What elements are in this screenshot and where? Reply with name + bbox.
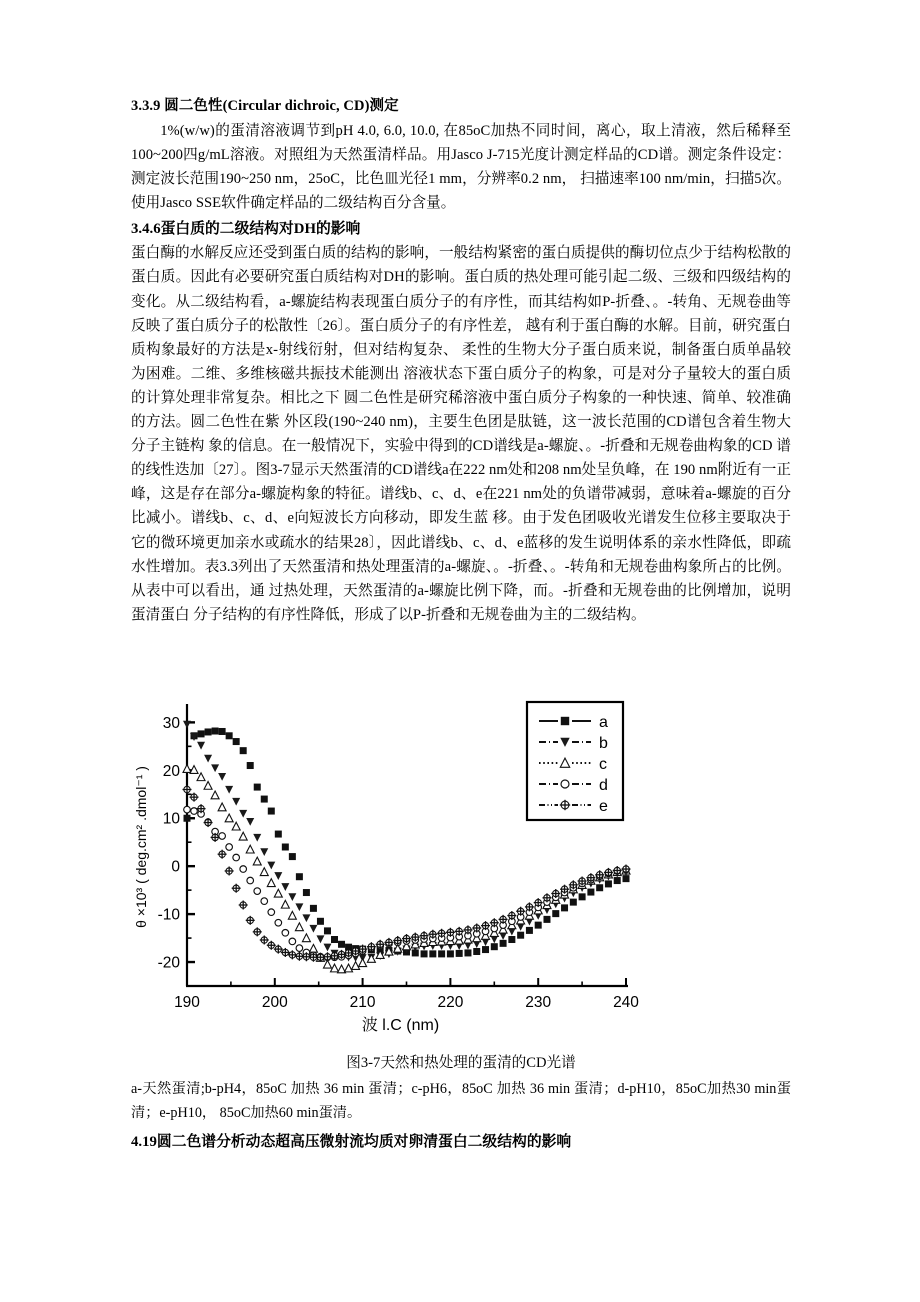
data-point-marker [233, 738, 240, 745]
data-point-marker [295, 923, 303, 931]
data-point-marker [254, 784, 261, 791]
data-point-marker [359, 959, 367, 967]
y-tick-label: -20 [157, 954, 180, 972]
data-point-marker [225, 814, 233, 822]
data-point-marker [561, 780, 569, 788]
data-point-marker [288, 893, 296, 901]
data-point-marker [464, 949, 471, 956]
data-point-marker [296, 945, 303, 952]
y-tick-label: 0 [171, 858, 180, 876]
data-point-marker [267, 862, 275, 870]
data-point-marker [261, 898, 268, 905]
data-point-marker [302, 914, 310, 922]
legend-label-a: a [599, 714, 608, 731]
data-point-marker [352, 962, 360, 970]
data-point-marker [605, 880, 612, 887]
data-point-marker [261, 796, 268, 803]
data-point-marker [198, 730, 205, 737]
data-point-marker [543, 916, 550, 923]
data-point-marker [500, 940, 507, 947]
data-point-marker [295, 903, 303, 911]
data-point-marker [587, 889, 594, 896]
x-tick-label: 210 [349, 994, 376, 1011]
data-point-marker [239, 810, 247, 818]
data-point-marker [289, 938, 296, 945]
paragraph-secondary-structure: 蛋白酶的水解反应还受到蛋白质的结构的影响，一般结构紧密的蛋白质提供的酶切位点少于结构松散的蛋白质。因此有必要研究蛋白质结构对DH的影响。蛋白质的热处理可能引起二级、三级和四级结构的变化。从二级结构看，a-螺旋结构表现蛋白质分子的有序性，而其结构如P-折叠、。-转角、无规卷曲等反映了蛋白质分子的松散性〔26〕。蛋白质分子的有序性差， 越有利于蛋白酶的水解。目前，研究蛋白质构象最好的方法是x-射线衍射，但对结构复杂、 柔性的生物大分子蛋白质来说，制备蛋白质单晶较为困难。二维、多维核磁共振技术能测出 溶液状态下蛋白质分子的构象，可是对分子量较大的蛋白质的计算处理非常复杂。相比之下 圆二色性是研究稀溶液中蛋白质分子构象的一种快速、简单、较准确的方法。圆二色性在紫 外区段(190~240 nm)，主要生色团是肽链，这一波长范围的CD谱包含着生物大分子主链构 象的信息。在一般情况下，实验中得到的CD谱线是a-螺旋、。-折叠和无规卷曲构象的CD 谱的线性迭加〔27〕。图3-7显示天然蛋清的CD谱线a在222 nm处和208 nm处呈负峰，在 190 nm附近有一正峰，这是存在部分a-螺旋构象的特征。谱线b、c、d、e在221 nm处的负谱带减弱，意味着a-螺旋的百分比减小。谱线b、c、d、e向短波长方向移动，即发生蓝 移。由于发色团吸收光谱发生位移主要取决于它的微环境更加亲水或疏水的结果28〕，因此谱线b、c、d、e蓝移的发生说明体系的亲水性降低，即疏水性增加。表3.3列出了天然蛋清和热处理蛋清的a-螺旋、。-折叠、。-转角和无规卷曲构象所占的比例。从表中可以看出，通 过热处理，天然蛋清的a-螺旋比例下降，而。-折叠和无规卷曲的比例增加，说明蛋清蛋白 分子结构的有序性降低，形成了以P-折叠和无规卷曲为主的二级结构。 [131, 245, 791, 623]
data-point-marker [184, 815, 191, 822]
data-point-marker [456, 950, 463, 957]
data-point-marker [596, 884, 603, 891]
data-point-marker [324, 927, 331, 934]
data-point-marker [338, 941, 345, 948]
data-point-marker [253, 834, 261, 842]
document-body [131, 96, 791, 627]
data-point-marker [282, 844, 289, 851]
data-point-marker [345, 964, 353, 972]
data-point-marker [233, 854, 240, 861]
data-point-marker [268, 909, 275, 916]
data-point-marker [260, 868, 268, 876]
data-point-marker [232, 822, 240, 830]
data-point-marker [323, 944, 331, 952]
data-point-marker [274, 872, 282, 880]
data-point-marker [211, 791, 219, 799]
paragraph-cd-method: 1%(w/w)的蛋清溶液调节到pH 4.0, 6.0, 10.0, 在85oC加热不同时间，离心，取上清液，然后稀释至100~200四g/mL溶液。对照组为天然蛋清样品。用Jasco J-715光度计测定样品的CD谱。测定条件设定：测定波长范围190~250 nm，25oC，比色皿光径1 mm，分辨率0.2 nm， 扫描速率100 nm/min，扫描5次。使用Jasco SSE软件确定样品的二级结构百分含量。 [131, 123, 791, 212]
figure-legend-text: a-天然蛋清;b-pH4，85oC 加热 36 min 蛋清；c-pH6，85oC 加热 36 min 蛋清；d-pH10，85oC加热30 min蛋清；e-pH10， 85oC加热60 min蛋清。 [131, 1081, 791, 1121]
y-tick-label: 30 [162, 714, 180, 732]
figure-caption: 图3-7天然和热处理的蛋清的CD光谱 [346, 1055, 576, 1071]
data-point-marker [447, 950, 454, 957]
data-point-marker [421, 950, 428, 957]
data-point-marker [309, 925, 317, 933]
data-point-marker [579, 893, 586, 900]
data-point-marker [197, 773, 205, 781]
data-point-marker [552, 910, 559, 917]
data-point-marker [211, 764, 219, 772]
data-point-marker [570, 899, 577, 906]
data-point-marker [438, 950, 445, 957]
legend-label-d: d [599, 777, 608, 794]
y-tick-label: 10 [162, 810, 180, 828]
x-axis-title: 波 l.C (nm) [361, 1017, 440, 1034]
data-point-marker [246, 818, 254, 826]
cd-spectra-plot [131, 690, 811, 1045]
data-point-marker [281, 900, 289, 908]
data-point-marker [310, 905, 317, 912]
y-axis-title: θ ×10³ ( deg.cm² .dmol⁻¹ ) [133, 766, 149, 928]
legend-label-b: b [599, 735, 608, 752]
data-point-marker [517, 932, 524, 939]
data-point-marker [204, 781, 212, 789]
data-point-marker [226, 844, 233, 851]
section-heading-3-3-9: 3.3.9 圆二色性(Circular dichroic, CD)测定 [131, 98, 399, 114]
data-point-marker [219, 833, 226, 840]
section-heading-4-19: 4.19圆二色谱分析动态超高压微射流均质对卵清蛋白二级结构的影响 [131, 1134, 572, 1150]
data-point-marker [268, 808, 275, 815]
data-point-marker [561, 904, 568, 911]
data-point-marker [275, 919, 282, 926]
data-point-marker [267, 879, 275, 887]
figure-caption-block [131, 1052, 791, 1154]
data-point-marker [254, 888, 261, 895]
data-point-marker [296, 873, 303, 880]
x-tick-label: 190 [174, 994, 200, 1011]
y-tick-label: 20 [162, 762, 180, 780]
y-tick-label: -10 [157, 906, 180, 924]
legend-label-e: e [599, 798, 608, 815]
data-point-marker [247, 877, 254, 884]
data-point-marker [246, 845, 254, 853]
data-point-marker [219, 728, 226, 735]
data-point-marker [316, 935, 324, 943]
legend-box [527, 702, 623, 820]
data-point-marker [184, 806, 191, 813]
data-point-marker [282, 929, 289, 936]
data-point-marker [205, 728, 212, 735]
data-point-marker [302, 934, 310, 942]
x-tick-label: 230 [525, 994, 552, 1011]
data-point-marker [289, 853, 296, 860]
data-point-marker [331, 936, 338, 943]
section-heading-3-4-6: 3.4.6蛋白质的二级结构对DH的影响 [131, 221, 361, 238]
data-point-marker [482, 946, 489, 953]
data-point-marker [240, 747, 247, 754]
data-point-marker [183, 721, 191, 729]
data-point-marker [288, 911, 296, 919]
data-point-marker [508, 936, 515, 943]
chart-legend [527, 702, 623, 820]
data-point-marker [212, 728, 219, 735]
data-point-marker [275, 831, 282, 838]
data-point-marker [204, 755, 212, 763]
legend-label-c: c [599, 756, 607, 773]
data-point-marker [253, 857, 261, 865]
data-point-marker [260, 848, 268, 856]
data-point-marker [218, 803, 226, 811]
data-point-marker [218, 773, 226, 781]
data-point-marker [303, 889, 310, 896]
data-point-marker [247, 762, 254, 769]
data-point-marker [535, 922, 542, 929]
x-tick-label: 200 [261, 994, 288, 1011]
data-point-marker [226, 732, 233, 739]
data-point-marker [309, 944, 317, 952]
data-point-marker [191, 808, 198, 815]
data-point-marker [491, 943, 498, 950]
x-tick-label: 240 [613, 994, 639, 1011]
data-point-marker [623, 875, 630, 882]
data-point-marker [183, 765, 191, 773]
data-point-marker [317, 918, 324, 925]
figure-cd-spectra [131, 690, 811, 1045]
data-point-marker [240, 866, 247, 873]
data-point-marker [274, 889, 282, 897]
data-point-marker [473, 948, 480, 955]
data-point-marker [232, 798, 240, 806]
data-point-marker [225, 786, 233, 794]
data-point-marker [614, 877, 621, 884]
data-point-marker [239, 832, 247, 840]
data-point-marker [561, 717, 569, 725]
data-point-marker [197, 742, 205, 750]
data-point-marker [281, 883, 289, 891]
data-point-marker [526, 927, 533, 934]
data-point-marker [429, 950, 436, 957]
x-tick-label: 220 [437, 994, 464, 1011]
